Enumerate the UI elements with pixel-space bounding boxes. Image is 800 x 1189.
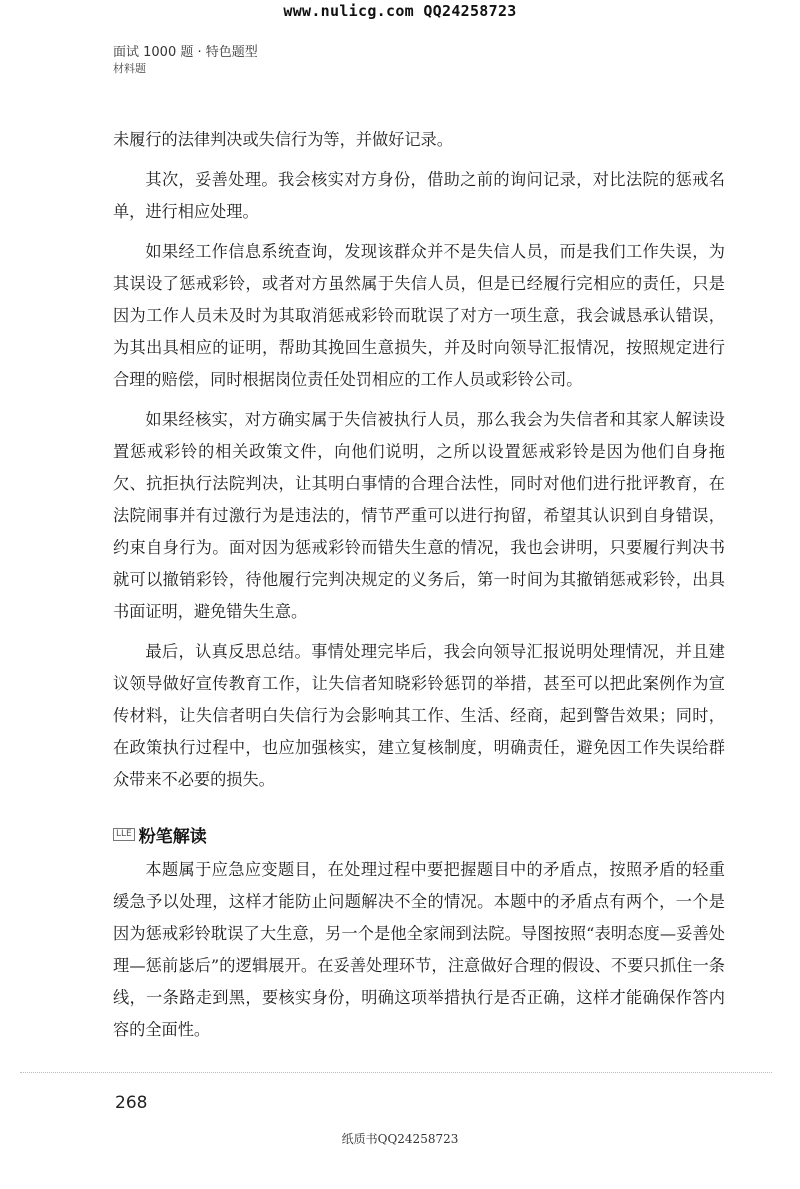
answer-body (113, 124, 725, 804)
top-watermark: www.nulicg.com QQ24258723 (283, 2, 517, 20)
paragraph-case-dishonest: 如果经核实，对方确实属于失信被执行人员，那么我会为失信者和其家人解读设置惩戒彩铃的相关政策文件，向他们说明，之所以设置惩戒彩铃是因为他们自身拖欠、抗拒执行法院判决，让其明白事情的合理合法性，同时对他们进行批评教育，在法院闹事并有过激行为是违法的，情节严重可以进行拘留，希望其认识到自身错误，约束自身行为。面对因为惩戒彩铃而错失生意的情况，我也会讲明，只要履行判决书就可以撤销彩铃，待他履行完判决规定的义务后，第一时间为其撤销惩戒彩铃，出具书面证明，避免错失生意。 (113, 410, 725, 621)
paragraph-handling: 其次，妥善处理。我会核实对方身份，借助之前的询问记录，对比法院的惩戒名单，进行相应处理。 (113, 170, 725, 221)
paragraph-summary: 最后，认真反思总结。事情处理完毕后，我会向领导汇报说明处理情况，并且建议领导做好宣传教育工作，让失信者知晓彩铃惩罚的举措，甚至可以把此案例作为宣传材料，让失信者明白失信行为会影响其工作、生活、经商，起到警告效果；同时，在政策执行过程中，也应加强核实，建立复核制度，明确责任，避免因工作失误给群众带来不必要的损失。 (113, 642, 725, 789)
book-title: 面试 1000 题 · 特色题型 (113, 45, 258, 60)
analysis-text: 本题属于应急应变题目，在处理过程中要把握题目中的矛盾点，按照矛盾的轻重缓急予以处理，这样才能防止问题解决不全的情况。本题中的矛盾点有两个，一个是因为惩戒彩铃耽误了大生意，另一个是他全家闹到法院。导图按照“表明态度—妥善处理—惩前毖后”的逻辑展开。在妥善处理环节，注意做好合理的假设、不要只抓住一条线，一条路走到黑，要核实身份，明确这项举措执行是否正确，这样才能确保作答内容的全面性。 (113, 860, 725, 1039)
page-number: 268 (115, 1093, 148, 1113)
running-head (113, 44, 258, 76)
paragraph-case-not-dishonest: 如果经工作信息系统查询，发现该群众并不是失信人员，而是我们工作失误，为其误设了惩戒彩铃，或者对方虽然属于失信人员，但是已经履行完相应的责任，只是因为工作人员未及时为其取消惩戒彩铃而耽误了对方一项生意，我会诚恳承认错误，为其出具相应的证明，帮助其挽回生意损失，并及时向领导汇报情况，按照规定进行合理的赔偿，同时根据岗位责任处罚相应的工作人员或彩铃公司。 (113, 242, 725, 389)
footer-divider (20, 1072, 772, 1073)
analysis-section (113, 820, 725, 1046)
analysis-badge-icon: LLE (113, 828, 135, 841)
analysis-title: 粉笔解读 (138, 826, 207, 847)
bottom-watermark: 纸质书QQ24258723 (341, 1132, 459, 1146)
paragraph-continuation: 未履行的法律判决或失信行为等，并做好记录。 (113, 130, 453, 149)
analysis-heading (113, 820, 725, 848)
section-title: 材料题 (113, 62, 146, 75)
